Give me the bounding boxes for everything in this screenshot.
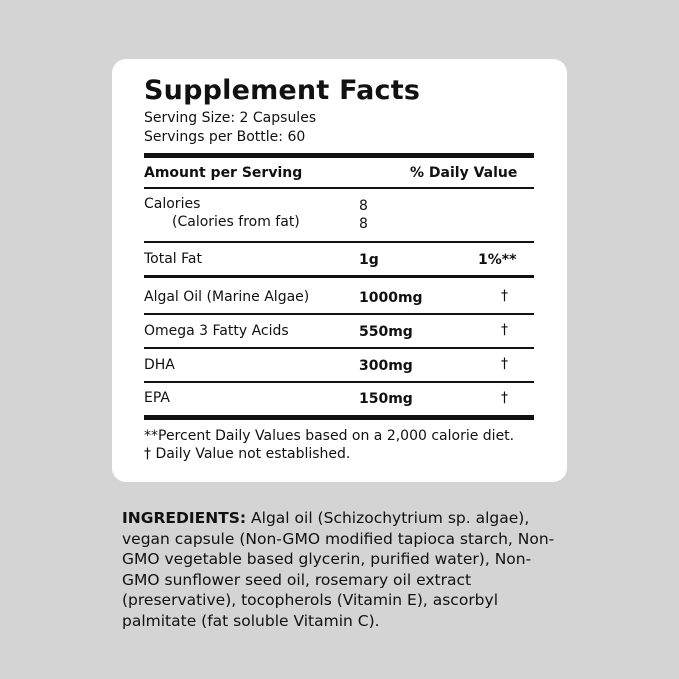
nutrient-name: DHA [144,357,175,373]
nutrient-amount: 300mg [359,358,413,374]
calories-value: 8 [359,198,368,214]
header-amount-per-serving: Amount per Serving [144,165,303,181]
divider-thick [144,415,534,420]
calories-from-fat-value: 8 [359,216,368,232]
nutrient-amount: 150mg [359,391,413,407]
total-fat-label: Total Fat [144,251,202,267]
divider [144,241,534,243]
nutrient-dv: † [501,356,508,372]
footnote-daily-values: **Percent Daily Values based on a 2,000 calorie diet. [144,428,515,444]
total-fat-amount: 1g [359,252,379,268]
divider-medium [144,275,534,278]
nutrient-amount: 1000mg [359,290,423,306]
total-fat-dv: 1%** [478,252,517,268]
footnote-dagger: † Daily Value not established. [144,446,351,462]
divider [144,187,534,189]
divider [144,313,534,315]
nutrient-dv: † [501,288,508,304]
header-daily-value: % Daily Value [410,165,518,181]
ingredients-label: INGREDIENTS: [122,509,247,527]
nutrient-dv: † [501,322,508,338]
nutrient-amount: 550mg [359,324,413,340]
supplement-facts-panel [112,59,567,482]
calories-label: Calories [144,196,201,212]
nutrient-name: Algal Oil (Marine Algae) [144,289,310,305]
ingredients-text [122,508,562,631]
nutrient-name: Omega 3 Fatty Acids [144,323,289,339]
ingredients-list: Algal oil (Schizochytrium sp. algae), vegan capsule (Non-GMO modified tapioca starch, Non-GMO vegetable based glycerin, purified water), Non-GMO sunflower seed oil, rosemary oil extract (preservative), tocopherols (Vitamin E), ascorbyl palmitate (fat soluble Vitamin C). [122,509,555,630]
nutrient-name: EPA [144,390,170,406]
divider [144,381,534,383]
servings-per-bottle: Servings per Bottle: 60 [144,129,306,145]
nutrient-dv: † [501,390,508,406]
serving-size: Serving Size: 2 Capsules [144,110,317,126]
calories-from-fat-label: (Calories from fat) [172,214,300,230]
panel-title: Supplement Facts [144,75,421,106]
divider [144,347,534,349]
divider-thick [144,153,534,158]
